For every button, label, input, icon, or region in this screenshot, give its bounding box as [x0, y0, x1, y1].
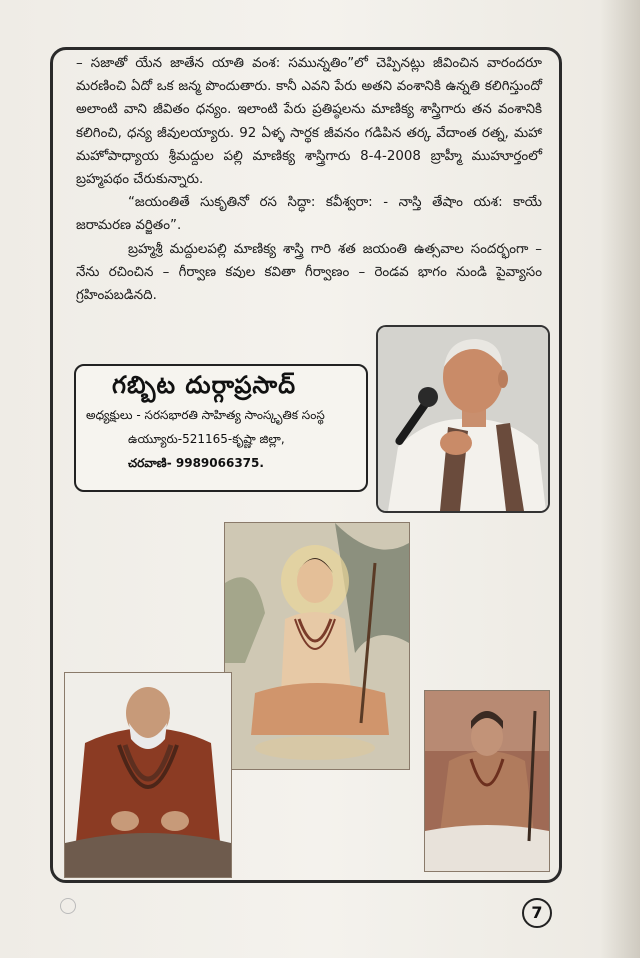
author-address: ఉయ్యూరు-521165-కృష్ణా జిల్లా,	[128, 432, 285, 446]
seated-guru-image	[425, 691, 549, 871]
decorative-circle	[60, 898, 76, 914]
page-spine-shadow	[600, 0, 640, 958]
paragraph-3: బ్రహ్మశ్రీ మద్దులపల్లి మాణిక్య శాస్త్రి గారి శత జయంతి ఉత్సవాల సందర్భంగా – నేను రచించిన – గీర్వాణ కవుల కవితా గీర్వాణం – రెండవ భాగం నుండి పైవ్యాసం గ్రహింపబడినది.	[76, 241, 542, 304]
author-phone: చరవాణి- 9989066375.	[128, 456, 264, 470]
seated-sage-image	[225, 523, 409, 769]
author-designation: అధ్యక్షులు - సరసభారతి సాహిత్య సాంస్కృతిక సంస్థ	[86, 408, 325, 422]
paragraph-1: – సజాతో యేన జాతేన యాతి వంశ: సమున్నతిం”లో చెప్పినట్లు జీవించిన వారందరూ మరణించి ఏదో ఒక జన్మ పొందుతారు. కానీ ఎవని పేరు అతని వంశానికి ఉన్నతి కలిగిస్తుందో అలాంటి వాని జీవితం ధన్యం. ఇలాంటి పేరు ప్రతిష్ఠలను మాణిక్య శాస్త్రిగారు తన వంశానికి కలిగించి, ధన్య జీవులయ్యారు. 92 ఏళ్ళ సార్థక జీవనం గడిపిన తర్క వేదాంత రత్న, మహా మహోపాధ్యాయ శ్రీమద్దుల పల్లి మాణిక్య శాస్త్రిగారు 8-4-2008 బ్రాహ్మీ ముహూర్తంలో బ్రహ్మపథం చేరుకున్నారు.	[76, 56, 542, 188]
author-info-box	[74, 364, 368, 492]
page-number: 7	[522, 898, 552, 928]
seated-swami-photo	[64, 672, 232, 878]
speaker-portrait-image	[378, 327, 548, 511]
paragraph-2-verse: “జయంతితే సుకృతినో రస సిద్ధా: కవీశ్వరా: - నాస్తి తేషాం యశ: కాయే జరామరణ వర్జితం”.	[76, 195, 542, 234]
author-name: గబ్బిట దుర్గాప్రసాద్	[112, 370, 297, 399]
article-text	[76, 52, 542, 307]
seated-sage-painting	[224, 522, 410, 770]
seated-swami-image	[65, 673, 231, 877]
speaker-portrait-photo	[376, 325, 550, 513]
seated-guru-photo	[424, 690, 550, 872]
